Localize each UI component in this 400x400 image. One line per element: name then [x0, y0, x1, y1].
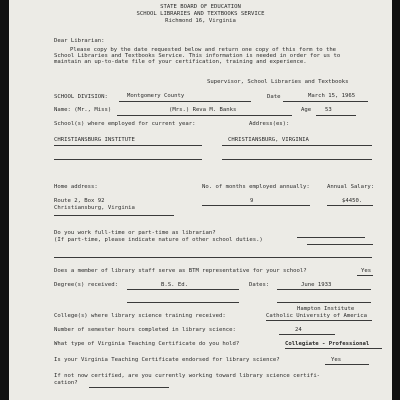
salutation: Dear Librarian:: [54, 38, 105, 44]
college-label: College(s) where library science training received:: [54, 313, 226, 319]
staff-value: Yes: [361, 268, 372, 274]
degrees-value: B.S. Ed.: [161, 282, 188, 288]
school-rule-2: [54, 159, 202, 160]
staff-question: Does a member of library staff serve as BTM representative for your school?: [54, 268, 307, 274]
date-value: March 15, 1965: [308, 93, 356, 99]
schools-label: School(s) where employed for current year:: [54, 121, 196, 127]
salary-rule: [327, 205, 373, 206]
months-label: No. of months employed annually:: [202, 184, 310, 190]
division-value: Montgomery County: [127, 93, 185, 99]
college-extra: Hampton Institute: [297, 306, 355, 312]
working-rule: [89, 387, 169, 388]
salary-label: Annual Salary:: [327, 184, 375, 190]
parttime-rule: [307, 244, 373, 245]
division-label: SCHOOL DIVISION:: [54, 94, 108, 100]
cert-rule: [285, 348, 382, 349]
months-rule: [202, 205, 310, 206]
endorsed-value: Yes: [331, 357, 342, 363]
addresses-label: Address(es):: [249, 121, 290, 127]
home-address-rule: [54, 215, 174, 216]
school-value: CHRISTIANSBURG INSTITUTE: [54, 137, 135, 143]
parttime-question: (If part-time, please indicate nature of other school duties.): [54, 237, 263, 243]
dates-rule-2: [277, 302, 371, 303]
header-line-1: STATE BOARD OF EDUCATION: [160, 4, 241, 10]
dates-rule: [277, 289, 371, 290]
cert-label: What type of Virginia Teaching Certificate do you hold?: [54, 341, 240, 347]
name-rule: [117, 115, 292, 116]
parttime-rule-2: [54, 257, 372, 258]
fulltime-question: Do you work full-time or part-time as librarian?: [54, 230, 216, 236]
college-rule: [266, 320, 372, 321]
cert-value: Collegiate - Professional: [285, 341, 370, 347]
hours-label: Number of semester hours completed in library science:: [54, 327, 236, 333]
header-line-2: SCHOOL LIBRARIES AND TEXTBOOKS SERVICE: [136, 11, 265, 17]
document-page: [9, 0, 392, 400]
signature-line: Supervisor, School Libraries and Textbooks: [207, 79, 349, 85]
age-rule: [316, 115, 356, 116]
staff-rule: [357, 275, 373, 276]
fulltime-rule: [297, 237, 365, 238]
degrees-label: Degree(s) received:: [54, 282, 118, 288]
hours-rule: [279, 334, 335, 335]
intro-paragraph: Please copy by the date requested below and return one copy of this form to the School Libraries and Textbooks Service. This information is needed in order for us to maintain an up-to-date file of your certification, training and experience.: [54, 47, 341, 66]
degrees-rule: [127, 289, 239, 290]
degrees-rule-2: [127, 302, 239, 303]
name-value: (Mrs.) Reva M. Banks: [169, 107, 237, 113]
school-rule: [54, 145, 202, 146]
endorsed-label: Is your Virginia Teaching Certificate endorsed for library science?: [54, 357, 280, 363]
dates-label: Dates:: [249, 282, 270, 288]
working-question: If not now certified, are you currently working toward library science certifi-: [54, 373, 321, 379]
salary-value: $4450.: [342, 198, 363, 204]
home-address-line-2: Christiansburg, Virginia: [54, 205, 135, 211]
date-label: Date: [267, 94, 281, 100]
date-rule: [283, 101, 368, 102]
age-value: 53: [325, 107, 332, 113]
college-value: Catholic University of America: [266, 313, 368, 319]
school-address-rule: [222, 145, 372, 146]
endorsed-rule: [325, 364, 369, 365]
dates-value: June 1933: [301, 282, 332, 288]
name-label: Name: (Mr., Miss): [54, 107, 112, 113]
working-question-cont: cation?: [54, 380, 78, 386]
months-value: 9: [250, 198, 254, 204]
division-rule: [119, 101, 251, 102]
school-address-value: CHRISTIANSBURG, VIRGINIA: [228, 137, 309, 143]
hours-value: 24: [295, 327, 302, 333]
header-line-3: Richmond 16, Virginia: [165, 18, 236, 24]
age-label: Age: [301, 107, 312, 113]
home-address-label: Home address:: [54, 184, 98, 190]
school-address-rule-2: [222, 159, 372, 160]
home-address-line-1: Route 2, Box 92: [54, 198, 105, 204]
